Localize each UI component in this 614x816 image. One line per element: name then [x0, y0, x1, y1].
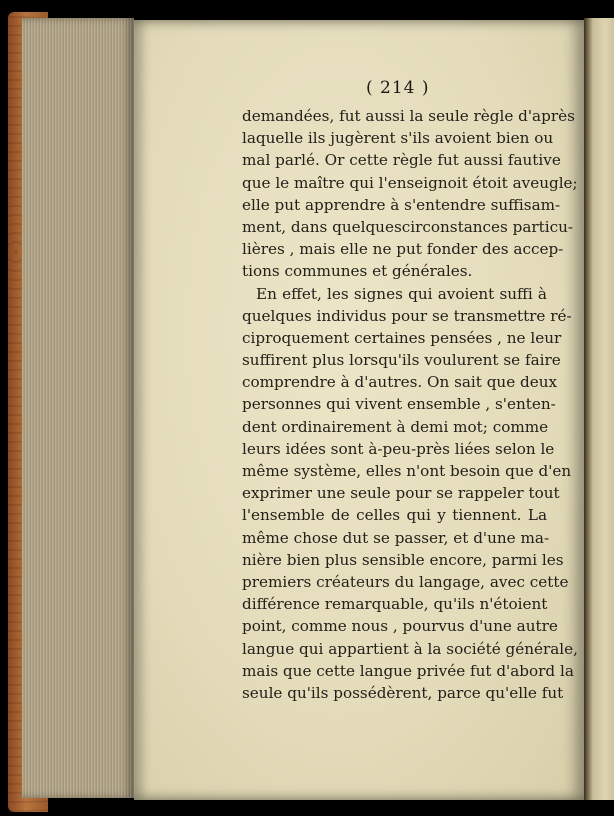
text-line: ciproquement certaines pensées , ne leur: [242, 328, 562, 347]
text-line: seule qu'ils possédèrent, parce qu'elle fut: [242, 683, 564, 702]
text-line: premiers créateurs du langage, avec cette: [242, 572, 569, 591]
page-number: ( 214 ): [366, 78, 430, 98]
text-line: l'ensemble de celles qui y tiennent. La: [242, 506, 547, 525]
text-line: quelques individus pour se transmettre ré-: [242, 306, 572, 325]
text-line: nière bien plus sensible encore, parmi les: [242, 550, 564, 569]
text-line: elle put apprendre à s'entendre suffisam-: [242, 195, 561, 214]
text-line: point, comme nous , pourvus d'une autre: [242, 617, 558, 636]
text-line: comprendre à d'autres. On sait que deux: [242, 373, 558, 392]
text-line: langue qui appartient à la société générale,: [242, 639, 578, 658]
text-line: personnes qui vivent ensemble , s'enten-: [242, 395, 556, 414]
text-line: leurs idées sont à-peu-près liées selon le: [242, 439, 555, 458]
text-line: que le maître qui l'enseignoit étoit aveugle;: [242, 173, 578, 192]
text-line: dent ordinairement à demi mot; comme: [242, 417, 549, 436]
text-line: demandées, fut aussi la seule règle d'après: [242, 107, 575, 125]
page-text-block: [242, 105, 578, 704]
text-line: En effet, les signes qui avoient suffi à: [256, 284, 547, 303]
text-line: mal parlé. Or cette règle fut aussi fautive: [242, 151, 561, 170]
page-edges: [22, 18, 134, 798]
text-line: différence remarquable, qu'ils n'étoient: [242, 595, 548, 614]
text-line: tions communes et générales.: [242, 262, 473, 281]
text-line: mais que cette langue privée fut d'abord la: [242, 661, 574, 680]
text-line: suffirent plus lorsqu'ils voulurent se faire: [242, 351, 561, 370]
text-line: même chose dut se passer, et d'une ma-: [242, 528, 550, 547]
text-line: même système, elles n'ont besoin que d'en: [242, 462, 572, 480]
text-line: exprimer une seule pour se rappeler tout: [242, 484, 560, 503]
text-line: lières , mais elle ne put fonder des accep-: [242, 240, 564, 259]
facing-page-edge: [584, 18, 614, 800]
text-line: ment, dans quelquescirconstances particu-: [242, 217, 574, 236]
text-line: laquelle ils jugèrent s'ils avoient bien ou: [242, 129, 554, 148]
